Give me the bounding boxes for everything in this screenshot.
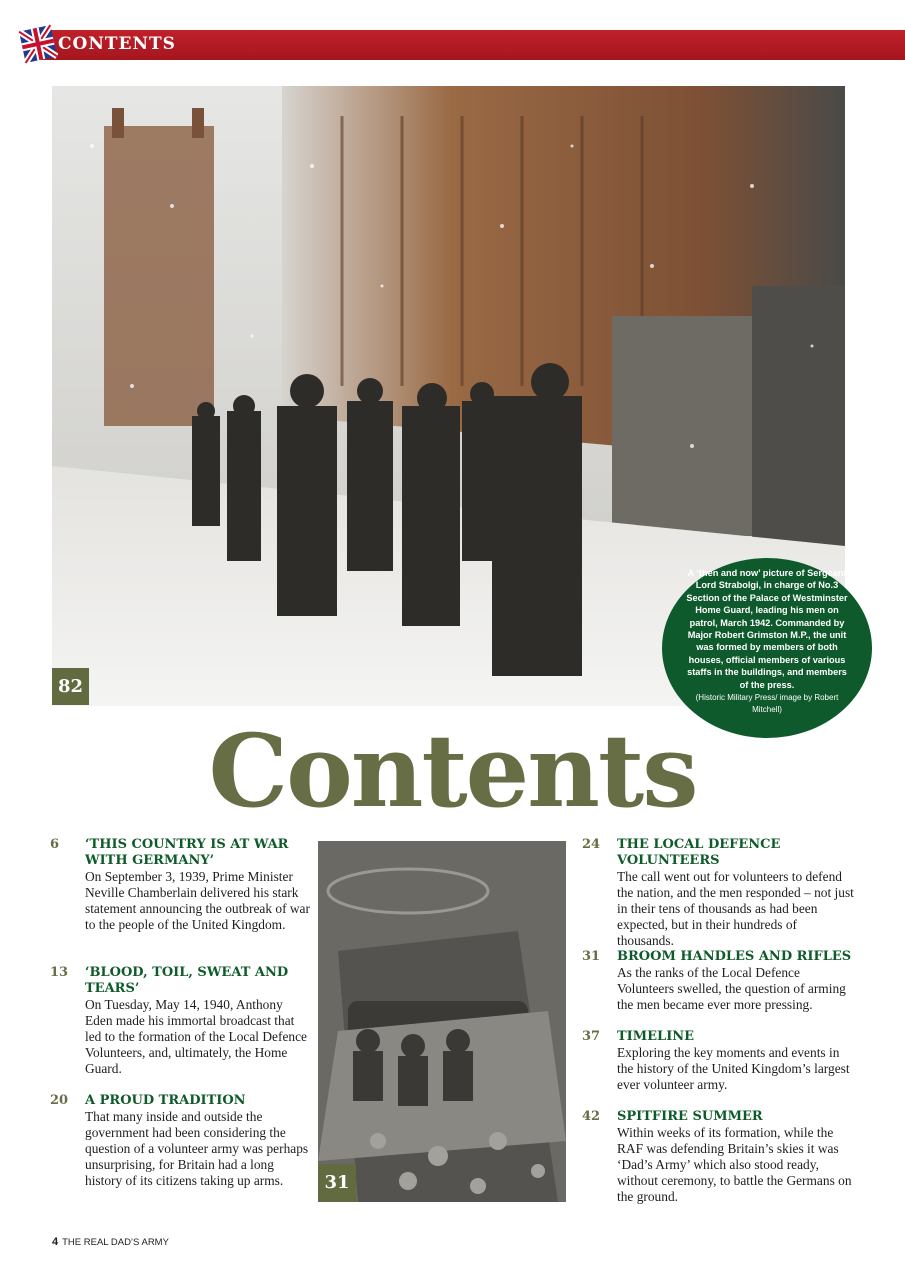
union-jack-icon	[18, 20, 58, 68]
page-footer	[52, 1236, 169, 1248]
entry-title: ‘BLOOD, TOIL, SWEAT AND TEARS’	[85, 965, 289, 996]
entry-description: That many inside and outside the government had been considering the question of a volunteer army was perhaps unsurprising, for Britain had a long history of its citizens taking up arms.	[85, 1109, 309, 1188]
entry-page-number: 13	[50, 965, 69, 980]
entry-description: On Tuesday, May 14, 1940, Anthony Eden made his immortal broadcast that led to the formation of the Local Defence Volunteers, and, ultimately, the Home Guard.	[85, 997, 307, 1076]
entry-description: The call went out for volunteers to defend the nation, and the men responded – not just in their tens of thousands as had been expected, but in their hundreds of thousands.	[617, 869, 854, 948]
section-label: CONTENTS	[58, 34, 176, 54]
entry-title: BROOM HANDLES AND RIFLES	[617, 949, 852, 964]
entry-description: On September 3, 1939, Prime Minister Neville Chamberlain delivered his stark statement announcing the outbreak of war to the people of the United Kingdom.	[85, 869, 310, 932]
entry-page-number: 20	[50, 1093, 69, 1108]
magazine-name: THE REAL DAD’S ARMY	[62, 1237, 169, 1248]
contents-entry[interactable]	[582, 1109, 857, 1205]
entry-title: A PROUD TRADITION	[85, 1093, 246, 1108]
entry-title: THE LOCAL DEFENCE VOLUNTEERS	[617, 837, 781, 868]
entry-title: SPITFIRE SUMMER	[617, 1109, 763, 1124]
entry-description: Exploring the key moments and events in the history of the United Kingdom’s largest ever volunteer army.	[617, 1045, 850, 1092]
contents-entry[interactable]	[50, 965, 310, 1077]
entry-title: ‘THIS COUNTRY IS AT WAR WITH GERMANY’	[85, 837, 289, 868]
contents-entry[interactable]	[50, 1093, 310, 1189]
photo-credit: (Historic Military Press/ image by Robert Mitchell)	[695, 693, 839, 715]
contents-entry[interactable]	[50, 837, 310, 933]
entry-description: As the ranks of the Local Defence Volunteers swelled, the question of arming the men became ever more pressing.	[617, 965, 846, 1012]
entry-page-number: 24	[582, 837, 601, 852]
contents-entry[interactable]	[582, 949, 857, 1013]
entry-description: Within weeks of its formation, while the RAF was defending Britain’s skies it was ‘Dad’s Army’ which also stood ready, without ceremony, to battle the Germans on the ground.	[617, 1125, 852, 1204]
page-number: 4	[52, 1236, 59, 1248]
entry-page-number: 42	[582, 1109, 601, 1124]
page-title: Contents	[208, 712, 697, 830]
entry-title: TIMELINE	[617, 1029, 695, 1044]
armoured-train-photo	[318, 841, 566, 1202]
entry-page-number: 31	[582, 949, 601, 964]
page-badge-82: 82	[52, 668, 89, 705]
photo-caption-circle	[662, 558, 872, 738]
armoured-train-illustration	[318, 841, 566, 1202]
photo-caption: A ‘then and now’ picture of Sergeant Lord Strabolgi, in charge of No.3 Section of the Palace of Westminster Home Guard, leading his men on patrol, March 1942. Commanded by Major Robert Grimston M.P., the unit was formed by members of both houses, official members of various staffs in the buildings, and members of the press.	[686, 568, 848, 690]
page-badge-31: 31	[318, 1164, 356, 1202]
contents-entry[interactable]	[582, 837, 857, 949]
entry-page-number: 37	[582, 1029, 601, 1044]
entry-page-number: 6	[50, 837, 60, 852]
contents-entry[interactable]	[582, 1029, 857, 1093]
